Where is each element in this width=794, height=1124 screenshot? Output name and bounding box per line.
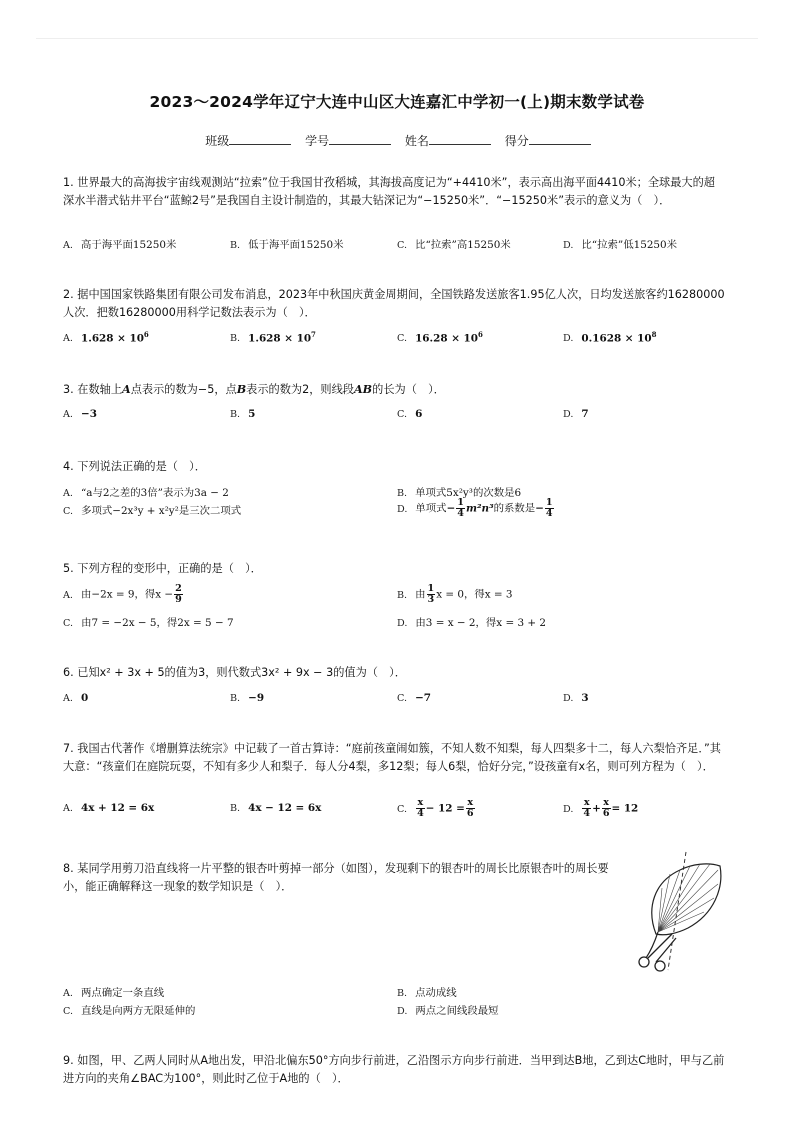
option-c[interactable]: C. 多项式−2x³y + x²y²是三次二项式 [63, 505, 242, 517]
option-b[interactable]: B. 由 $\frac{1}{3}$ x = 0，得x = 3 [397, 583, 513, 605]
option-b[interactable]: B. 单项式5x²y³的次数是6 [397, 487, 522, 499]
question-6 [63, 664, 725, 682]
score-label: 得分 [504, 134, 529, 148]
class-label: 班级 [205, 134, 230, 148]
question-2 [63, 286, 725, 322]
option-a[interactable]: A. $1.628 \times 10^6$ [63, 330, 149, 345]
question-text: 下列方程的变形中，正确的是（ ）． [77, 562, 262, 575]
option-d[interactable]: D. 由3 = x − 2，得x = 3 + 2 [397, 617, 546, 629]
fraction: $\frac{x}{4}$ [583, 797, 591, 819]
option-b[interactable]: B. 低于海平面15250米 [230, 239, 344, 251]
name-label: 姓名 [404, 134, 429, 148]
option-c[interactable]: C. $\frac{x}{4}$ − 12 = $\frac{x}{6}$ [397, 797, 474, 819]
question-8 [63, 860, 623, 896]
question-number: 4. [63, 460, 74, 473]
student-id-blank[interactable] [329, 133, 391, 145]
question-1 [63, 174, 725, 210]
option-d[interactable]: D. $\frac{x}{4}$ + $\frac{x}{6}$ = 12 [563, 797, 639, 819]
question-text: 如图，甲、乙两人同时从A地出发，甲沿北偏东50°方向步行前进，乙沿图示方向步行前进．当甲到达B地，乙到达C地时，甲与乙前进方向的夹角∠BAC为100°，则此时乙位于A地的（ ）． [63, 1054, 725, 1085]
option-a[interactable]: A. 0 [63, 692, 89, 704]
option-c[interactable]: C. 比“拉索”高15250米 [397, 239, 511, 251]
option-c[interactable]: C. 直线是向两方无限延伸的 [63, 1005, 196, 1017]
fraction: $\frac{1}{3}$ [427, 583, 435, 605]
name-blank[interactable] [429, 133, 491, 145]
option-a[interactable]: A. 4x + 12 = 6x [63, 802, 155, 814]
question-text: 下列说法正确的是（ ）． [77, 460, 206, 473]
question-text: 世界最大的高海拔宇宙线观测站“拉索”位于我国甘孜稻城，其海拔高度记为“+4410米”，表示高出海平面4410米；全球最大的超深水半潜式钻井平台“蓝鲸2号”是我国自主设计制造的，其最大钻深记为“−15250米”．“−15250米”表示的意义为（ ）． [63, 176, 715, 207]
fraction: $\frac{x}{6}$ [466, 797, 474, 819]
fraction: $\frac{x}{6}$ [602, 797, 610, 819]
question-9 [63, 1052, 725, 1088]
option-d[interactable]: D. 7 [563, 408, 589, 420]
option-c[interactable]: C. 6 [397, 408, 423, 420]
option-b[interactable]: B. −9 [230, 692, 265, 704]
option-c[interactable]: C. 由7 = −2x − 5，得2x = 5 − 7 [63, 617, 234, 629]
question-number: 2. [63, 288, 74, 301]
student-info-line [0, 132, 794, 149]
question-3: 3. 在数轴上A点表示的数为−5，点B表示的数为2，则线段AB的长为（ ）． [63, 382, 445, 396]
option-b[interactable]: B. $1.628 \times 10^7$ [230, 330, 316, 345]
option-d[interactable]: D. 比“拉索”低15250米 [563, 239, 678, 251]
question-number: 6. [63, 666, 74, 679]
page-title: 2023～2024学年辽宁大连中山区大连嘉汇中学初一(上)期末数学试卷 [149, 93, 645, 111]
option-c[interactable]: C. −7 [397, 692, 431, 704]
option-a[interactable]: A. 两点确定一条直线 [63, 987, 165, 999]
option-a[interactable]: A. −3 [63, 408, 97, 420]
question-number: 8. [63, 862, 74, 875]
question-4 [63, 458, 725, 476]
question-text: 某同学用剪刀沿直线将一片平整的银杏叶剪掉一部分（如图），发现剩下的银杏叶的周长比原银杏叶的周长要小，能正确解释这一现象的数学知识是（ ）． [63, 862, 609, 893]
question-text: 我国古代著作《增删算法统宗》中记载了一首古算诗：“庭前孩童闹如簇，不知人数不知梨，每人四梨多十二，每人六梨恰齐足．”其大意：“孩童们在庭院玩耍，不知有多少人和梨子．每人分4梨，多12梨；每人6梨，恰好分完，”设孩童有x名，则可列方程为（ ）． [63, 742, 721, 773]
class-blank[interactable] [229, 133, 291, 145]
option-d[interactable]: D. 3 [563, 692, 589, 704]
question-text: 据中国国家铁路集团有限公司发布消息，2023年中秋国庆黄金周期间，全国铁路发送旅客1.95亿人次，日均发送旅客约16280000人次．把数16280000用科学记数法表示为（ ）． [63, 288, 725, 319]
question-5 [63, 560, 725, 578]
option-a[interactable]: A. 高于海平面15250米 [63, 239, 177, 251]
question-number: 7. [63, 742, 74, 755]
option-c[interactable]: C. $16.28 \times 10^6$ [397, 330, 483, 345]
question-7 [63, 740, 725, 776]
question-number: 5. [63, 562, 74, 575]
option-d[interactable]: D. 两点之间线段最短 [397, 1005, 499, 1017]
question-number: 9. [63, 1054, 74, 1067]
fraction: $\frac{2}{9}$ [175, 583, 182, 605]
student-id-label: 学号 [305, 134, 330, 148]
option-b[interactable]: B. 4x − 12 = 6x [230, 802, 322, 814]
score-blank[interactable] [529, 133, 591, 145]
question-number: 3. [63, 383, 74, 396]
top-divider [36, 38, 758, 39]
option-d[interactable]: D. 单项式− $\frac{1}{4}$ m²n³的系数是− $\frac{1}{4}$ [397, 497, 553, 519]
fraction: $\frac{1}{4}$ [545, 497, 553, 519]
option-a[interactable]: A. 由−2x = 9，得x − $\frac{2}{9}$ [63, 583, 182, 605]
option-b[interactable]: B. 点动成线 [397, 987, 457, 999]
option-a[interactable]: A. “a与2之差的3倍”表示为3a − 2 [63, 487, 229, 499]
option-d[interactable]: D. $0.1628 \times 10^8$ [563, 330, 657, 345]
question-number: 1. [63, 176, 74, 189]
option-b[interactable]: B. 5 [230, 408, 256, 420]
fraction: $\frac{1}{4}$ [457, 497, 464, 519]
fraction: $\frac{x}{4}$ [417, 797, 424, 819]
ginkgo-leaf-scissors-icon [628, 848, 738, 976]
question-text: 已知x² + 3x + 5的值为3，则代数式3x² + 9x − 3的值为（ ）． [77, 666, 406, 679]
